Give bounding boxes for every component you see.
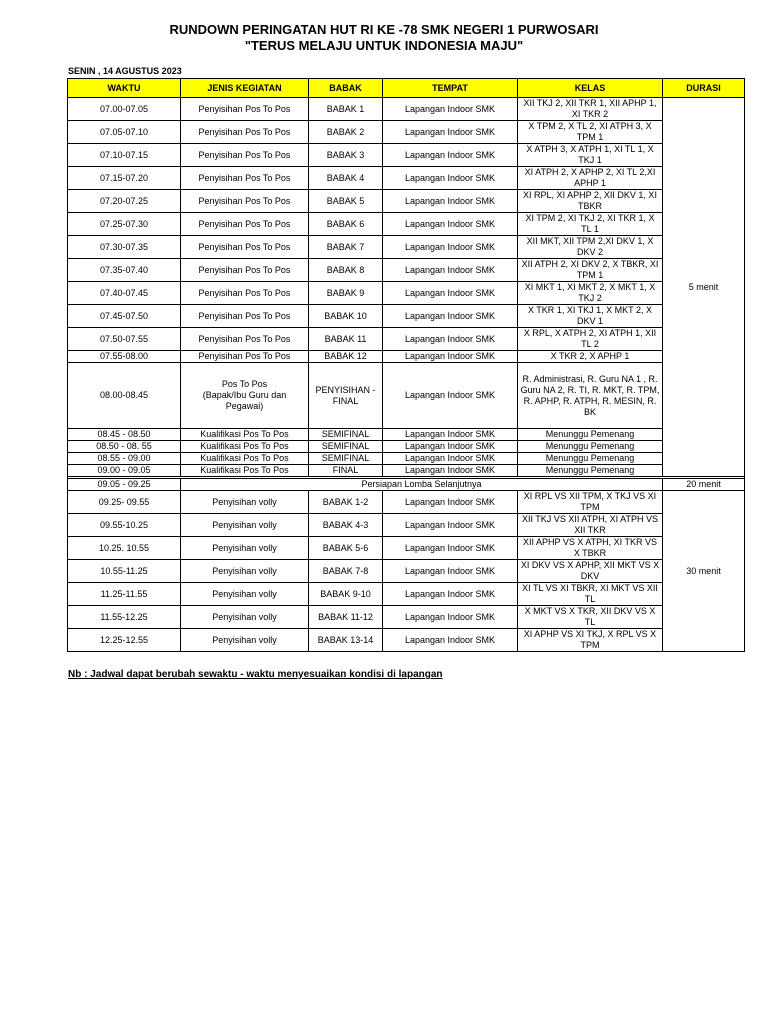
header-waktu: WAKTU [68,79,181,98]
table-row [68,328,745,351]
cell-tempat: Lapangan Indoor SMK [383,560,518,583]
cell-jenis-kegiatan: Penyisihan Pos To Pos [181,305,309,328]
cell-kelas: Menunggu Pemenang [518,453,663,465]
cell-tempat: Lapangan Indoor SMK [383,305,518,328]
break-row [68,479,745,491]
cell-kelas: XI MKT 1, XI MKT 2, X MKT 1, X TKJ 2 [518,282,663,305]
cell-jenis-kegiatan: Pos To Pos (Bapak/Ibu Guru dan Pegawai) [181,363,309,429]
cell-babak: BABAK 11 [309,328,383,351]
cell-tempat: Lapangan Indoor SMK [383,213,518,236]
cell-babak: BABAK 13-14 [309,629,383,652]
cell-tempat: Lapangan Indoor SMK [383,537,518,560]
table-row [68,213,745,236]
cell-tempat: Lapangan Indoor SMK [383,144,518,167]
cell-kelas: XII ATPH 2, XI DKV 2, X TBKR, XI TPM 1 [518,259,663,282]
cell-babak: BABAK 2 [309,121,383,144]
table-row [68,514,745,537]
cell-jenis-kegiatan: Penyisihan Pos To Pos [181,144,309,167]
cell-tempat: Lapangan Indoor SMK [383,606,518,629]
table-row [68,305,745,328]
cell-kelas: X RPL, X ATPH 2, XI ATPH 1, XII TL 2 [518,328,663,351]
cell-waktu: 09.00 - 09.05 [68,465,181,477]
cell-tempat: Lapangan Indoor SMK [383,282,518,305]
cell-babak: BABAK 9-10 [309,583,383,606]
cell-waktu: 08.55 - 09.00 [68,453,181,465]
cell-waktu: 07.10-07.15 [68,144,181,167]
document-title: RUNDOWN PERINGATAN HUT RI KE -78 SMK NEGERI 1 PURWOSARI [169,22,599,37]
cell-waktu: 07.15-07.20 [68,167,181,190]
cell-tempat: Lapangan Indoor SMK [383,465,518,477]
cell-jenis-kegiatan: Penyisihan Pos To Pos [181,259,309,282]
header-jenis-kegiatan: JENIS KEGIATAN [181,79,309,98]
cell-babak: BABAK 1 [309,98,383,121]
cell-babak: BABAK 4-3 [309,514,383,537]
cell-waktu: 08.45 - 08.50 [68,429,181,441]
cell-tempat: Lapangan Indoor SMK [383,328,518,351]
cell-waktu: 10.25. 10.55 [68,537,181,560]
cell-babak: SEMIFINAL [309,441,383,453]
cell-tempat: Lapangan Indoor SMK [383,583,518,606]
cell-durasi: 30 menit [663,491,745,652]
cell-jenis-kegiatan: Penyisihan volly [181,537,309,560]
cell-waktu: 08.50 - 08. 55 [68,441,181,453]
cell-babak: BABAK 9 [309,282,383,305]
cell-babak: BABAK 6 [309,213,383,236]
cell-kelas: XI TPM 2, XI TKJ 2, XI TKR 1, X TL 1 [518,213,663,236]
cell-jenis-kegiatan: Penyisihan Pos To Pos [181,328,309,351]
cell-tempat: Lapangan Indoor SMK [383,190,518,213]
table-row [68,465,745,477]
cell-babak: BABAK 10 [309,305,383,328]
cell-waktu: 12.25-12.55 [68,629,181,652]
cell-waktu: 07.55-08.00 [68,351,181,363]
table-row [68,363,745,429]
cell-jenis-kegiatan: Penyisihan Pos To Pos [181,282,309,305]
cell-jenis-kegiatan: Kualifikasi Pos To Pos [181,429,309,441]
cell-kelas: XII TKJ VS XII ATPH, XI ATPH VS XII TKR [518,514,663,537]
cell-babak: BABAK 7-8 [309,560,383,583]
cell-waktu: 07.45-07.50 [68,305,181,328]
cell-waktu: 07.35-07.40 [68,259,181,282]
cell-tempat: Lapangan Indoor SMK [383,236,518,259]
table-row [68,259,745,282]
cell-tempat: Lapangan Indoor SMK [383,363,518,429]
cell-tempat: Lapangan Indoor SMK [383,259,518,282]
cell-kelas: X TPM 2, X TL 2, XI ATPH 3, X TPM 1 [518,121,663,144]
cell-tempat: Lapangan Indoor SMK [383,441,518,453]
cell-waktu: 07.50-07.55 [68,328,181,351]
cell-tempat: Lapangan Indoor SMK [383,167,518,190]
table-row [68,453,745,465]
rundown-table [67,78,745,652]
cell-waktu: 09.55-10.25 [68,514,181,537]
table-row [68,236,745,259]
cell-kelas: R. Administrasi, R. Guru NA 1 , R. Guru NA 2, R. TI, R. MKT, R. TPM, R. APHP, R. ATPH, R. MESIN, R. BK [518,363,663,429]
table-row [68,583,745,606]
table-row [68,121,745,144]
table-row [68,606,745,629]
cell-kelas: XII TKJ 2, XII TKR 1, XII APHP 1, XI TKR 2 [518,98,663,121]
cell-kelas: Menunggu Pemenang [518,465,663,477]
cell-waktu: 11.25-11.55 [68,583,181,606]
table-row [68,282,745,305]
document-subtitle: "TERUS MELAJU UNTUK INDONESIA MAJU" [244,38,524,53]
cell-babak: BABAK 11-12 [309,606,383,629]
cell-waktu: 08.00-08.45 [68,363,181,429]
cell-kelas: X ATPH 3, X ATPH 1, XI TL 1, X TKJ 1 [518,144,663,167]
cell-jenis-kegiatan: Penyisihan Pos To Pos [181,98,309,121]
cell-kelas: XI DKV VS X APHP, XII MKT VS X DKV [518,560,663,583]
table-row [68,441,745,453]
break-text: Persiapan Lomba Selanjutnya [181,479,663,491]
cell-waktu: 11.55-12.25 [68,606,181,629]
cell-kelas: XI RPL, XI APHP 2, XII DKV 1, XI TBKR [518,190,663,213]
table-header-row [68,79,745,98]
cell-babak: BABAK 4 [309,167,383,190]
cell-jenis-kegiatan: Penyisihan volly [181,491,309,514]
cell-babak: BABAK 8 [309,259,383,282]
cell-jenis-kegiatan: Kualifikasi Pos To Pos [181,465,309,477]
cell-jenis-kegiatan: Penyisihan volly [181,560,309,583]
table-row [68,351,745,363]
cell-tempat: Lapangan Indoor SMK [383,514,518,537]
cell-tempat: Lapangan Indoor SMK [383,453,518,465]
cell-tempat: Lapangan Indoor SMK [383,629,518,652]
table-row [68,98,745,121]
cell-babak: BABAK 5-6 [309,537,383,560]
footnote: Nb : Jadwal dapat berubah sewaktu - waktu menyesuaikan kondisi di lapangan [68,669,443,680]
cell-tempat: Lapangan Indoor SMK [383,98,518,121]
cell-kelas: XII APHP VS X ATPH, XI TKR VS X TBKR [518,537,663,560]
cell-jenis-kegiatan: Kualifikasi Pos To Pos [181,453,309,465]
table-row [68,537,745,560]
cell-waktu: 09.05 - 09.25 [68,479,181,491]
cell-tempat: Lapangan Indoor SMK [383,491,518,514]
cell-babak: PENYISIHAN - FINAL [309,363,383,429]
cell-waktu: 07.00-07.05 [68,98,181,121]
cell-kelas: X TKR 1, XI TKJ 1, X MKT 2, X DKV 1 [518,305,663,328]
cell-babak: BABAK 12 [309,351,383,363]
cell-durasi: 5 menit [663,98,745,477]
cell-durasi: 20 menit [663,479,745,491]
cell-jenis-kegiatan: Kualifikasi Pos To Pos [181,441,309,453]
cell-jenis-kegiatan: Penyisihan Pos To Pos [181,190,309,213]
cell-kelas: XI ATPH 2, X APHP 2, XI TL 2,XI APHP 1 [518,167,663,190]
table-row [68,429,745,441]
header-kelas: KELAS [518,79,663,98]
cell-waktu: 07.25-07.30 [68,213,181,236]
cell-kelas: XI TL VS XI TBKR, XI MKT VS XII TL [518,583,663,606]
header-tempat: TEMPAT [383,79,518,98]
cell-babak: BABAK 7 [309,236,383,259]
cell-tempat: Lapangan Indoor SMK [383,429,518,441]
cell-waktu: 07.30-07.35 [68,236,181,259]
cell-waktu: 07.20-07.25 [68,190,181,213]
cell-jenis-kegiatan: Penyisihan Pos To Pos [181,351,309,363]
cell-kelas: XII MKT, XII TPM 2,XI DKV 1, X DKV 2 [518,236,663,259]
cell-kelas: XI RPL VS XII TPM, X TKJ VS XI TPM [518,491,663,514]
cell-kelas: X MKT VS X TKR, XII DKV VS X TL [518,606,663,629]
cell-jenis-kegiatan: Penyisihan Pos To Pos [181,213,309,236]
cell-jenis-kegiatan: Penyisihan volly [181,583,309,606]
table-row [68,167,745,190]
cell-babak: SEMIFINAL [309,429,383,441]
cell-jenis-kegiatan: Penyisihan volly [181,629,309,652]
cell-babak: BABAK 5 [309,190,383,213]
table-row [68,190,745,213]
cell-waktu: 09.25- 09.55 [68,491,181,514]
cell-waktu: 07.05-07.10 [68,121,181,144]
cell-waktu: 07.40-07.45 [68,282,181,305]
header-durasi: DURASI [663,79,745,98]
cell-jenis-kegiatan: Penyisihan Pos To Pos [181,121,309,144]
table-row [68,560,745,583]
table-row [68,144,745,167]
table-row [68,629,745,652]
cell-jenis-kegiatan: Penyisihan volly [181,514,309,537]
cell-kelas: X TKR 2, X APHP 1 [518,351,663,363]
cell-tempat: Lapangan Indoor SMK [383,351,518,363]
schedule-date: SENIN , 14 AGUSTUS 2023 [68,66,182,76]
cell-kelas: Menunggu Pemenang [518,429,663,441]
cell-kelas: Menunggu Pemenang [518,441,663,453]
cell-waktu: 10.55-11.25 [68,560,181,583]
cell-jenis-kegiatan: Penyisihan Pos To Pos [181,167,309,190]
cell-babak: FINAL [309,465,383,477]
cell-babak: BABAK 1-2 [309,491,383,514]
cell-jenis-kegiatan: Penyisihan Pos To Pos [181,236,309,259]
cell-jenis-kegiatan: Penyisihan volly [181,606,309,629]
cell-tempat: Lapangan Indoor SMK [383,121,518,144]
cell-kelas: XI APHP VS XI TKJ, X RPL VS X TPM [518,629,663,652]
cell-babak: BABAK 3 [309,144,383,167]
cell-babak: SEMIFINAL [309,453,383,465]
header-babak: BABAK [309,79,383,98]
table-row [68,491,745,514]
